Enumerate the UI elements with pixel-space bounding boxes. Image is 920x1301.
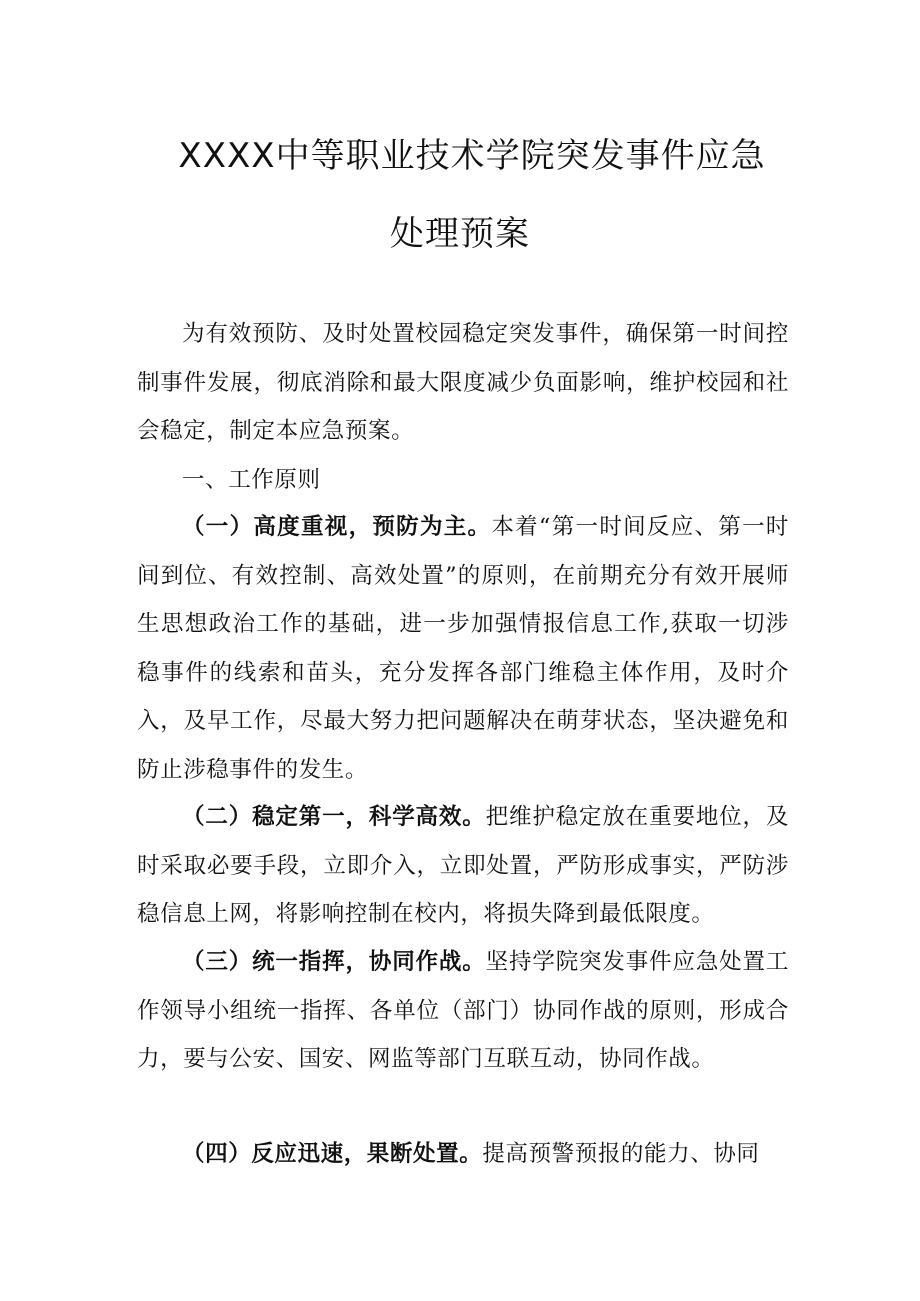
principle-paragraph-3 — [137, 938, 789, 1084]
principle-heading-3: （三）统一指挥，协同作战。 — [182, 949, 486, 975]
document-title-line1: XXXX中等职业技术学院突发事件应急 — [178, 136, 766, 176]
principle-text-4: 提高预警预报的能力、协同 — [482, 1141, 760, 1167]
principle-heading-4: （四）反应迅速，果断处置。 — [182, 1141, 483, 1167]
principle-text-2: 把维护稳定放在重要地位，及时采取必要手段，立即介入，立即处置，严防形成事实，严防涉稳信息上网，将影响控制在校内，将损失降到最低限度。 — [137, 804, 789, 928]
principle-paragraph-4 — [137, 1130, 789, 1179]
document-title-line2: 处理预案 — [390, 214, 530, 254]
section-heading: 一、工作原则 — [182, 467, 321, 493]
principle-paragraph-2 — [137, 793, 789, 939]
principle-text-3: 坚持学院突发事件应急处置工作领导小组统一指挥、各单位（部门）协同作战的原则，形成合力，要与公安、国安、网监等部门互联互动，协同作战。 — [137, 949, 789, 1073]
principle-heading-2: （二）稳定第一，科学高效。 — [182, 804, 486, 830]
principle-paragraph-1 — [137, 503, 789, 795]
principle-text-1: 本着“第一时间反应、第一时间到位、有效控制、高效处置”的原则，在前期充分有效开展师生思想政治工作的基础，进一步加强情报信息工作,获取一切涉稳事件的线索和苗头，充分发挥各部门维稳主体作用，及时介入，及早工作，尽最大努力把问题解决在萌芽状态，坚决避免和防止涉稳事件的发生。 — [137, 514, 789, 783]
intro-paragraph: 为有效预防、及时处置校园稳定突发事件，确保第一时间控制事件发展，彻底消除和最大限度减少负面影响，维护校园和社会稳定，制定本应急预案。 — [137, 321, 789, 445]
principle-heading-1: （一）高度重视，预防为主。 — [182, 514, 492, 540]
